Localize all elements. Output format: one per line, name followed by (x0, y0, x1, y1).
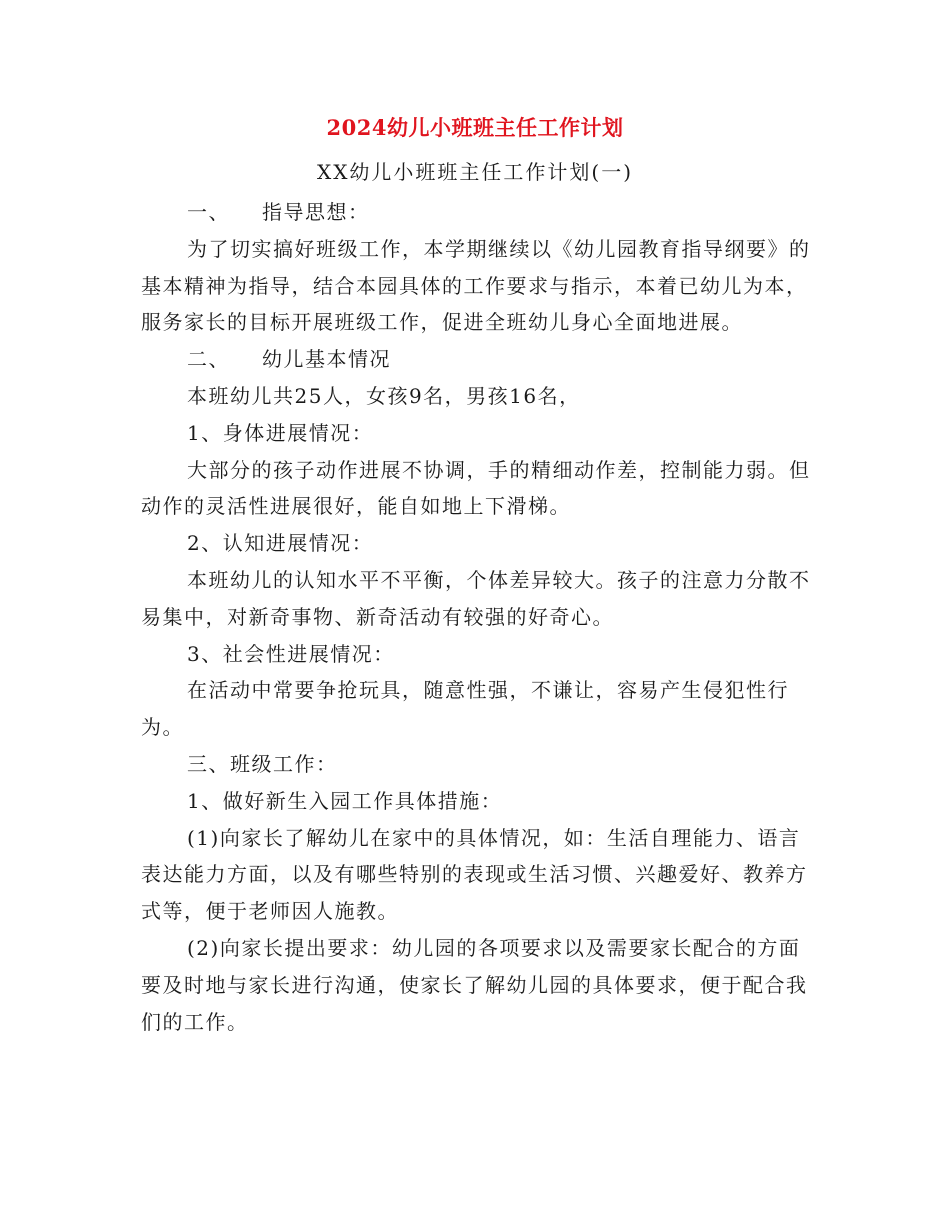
paragraph: (2)向家长提出要求：幼儿园的各项要求以及需要家长配合的方面要及时地与家长进行沟通，使家长了解幼儿园的具体要求，便于配合我们的工作。 (141, 935, 808, 1034)
section-heading-2 (141, 341, 811, 378)
section-title-1: 指导思想： (262, 200, 370, 224)
section-number-1: 一、 (187, 200, 230, 224)
section-title-2: 幼儿基本情况 (262, 347, 391, 372)
document-subtitle: XX幼儿小班班主任工作计划(一) (316, 160, 634, 184)
subheading: 2、认知进展情况： (187, 531, 374, 556)
section-heading-3: 三、班级工作： (187, 751, 338, 776)
section-number-2: 二、 (187, 347, 230, 372)
paragraph: 为了切实搞好班级工作，本学期继续以《幼儿园教育指导纲要》的基本精神为指导，结合本园具体的工作要求与指示，本着已幼儿为本，服务家长的目标开展班级工作，促进全班幼儿身心全面地进展。 (141, 236, 811, 335)
paragraph: 在活动中常要争抢玩具，随意性强，不谦让，容易产生侵犯性行为。 (141, 678, 789, 740)
paragraph: 本班幼儿共25人，女孩9名，男孩16名， (187, 383, 581, 408)
paragraph: 大部分的孩子动作进展不协调，手的精细动作差，控制能力弱。但动作的灵活性进展很好，能自如地上下滑梯。 (141, 457, 811, 519)
document-body (141, 194, 811, 1040)
subheading: 1、做好新生入园工作具体措施： (187, 788, 503, 813)
document-title: 2024幼儿小班班主任工作计划 (326, 115, 624, 140)
subheading: 1、身体进展情况： (187, 420, 374, 445)
subheading: 3、社会性进展情况： (187, 641, 395, 666)
paragraph: 本班幼儿的认知水平不平衡，个体差异较大。孩子的注意力分散不易集中，对新奇事物、新奇活动有较强的好奇心。 (141, 567, 811, 629)
section-heading-1 (141, 194, 811, 231)
paragraph: (1)向家长了解幼儿在家中的具体情况，如：生活自理能力、语言表达能力方面，以及有哪些特别的表现或生活习惯、兴趣爱好、教养方式等，便于老师因人施教。 (141, 825, 808, 924)
